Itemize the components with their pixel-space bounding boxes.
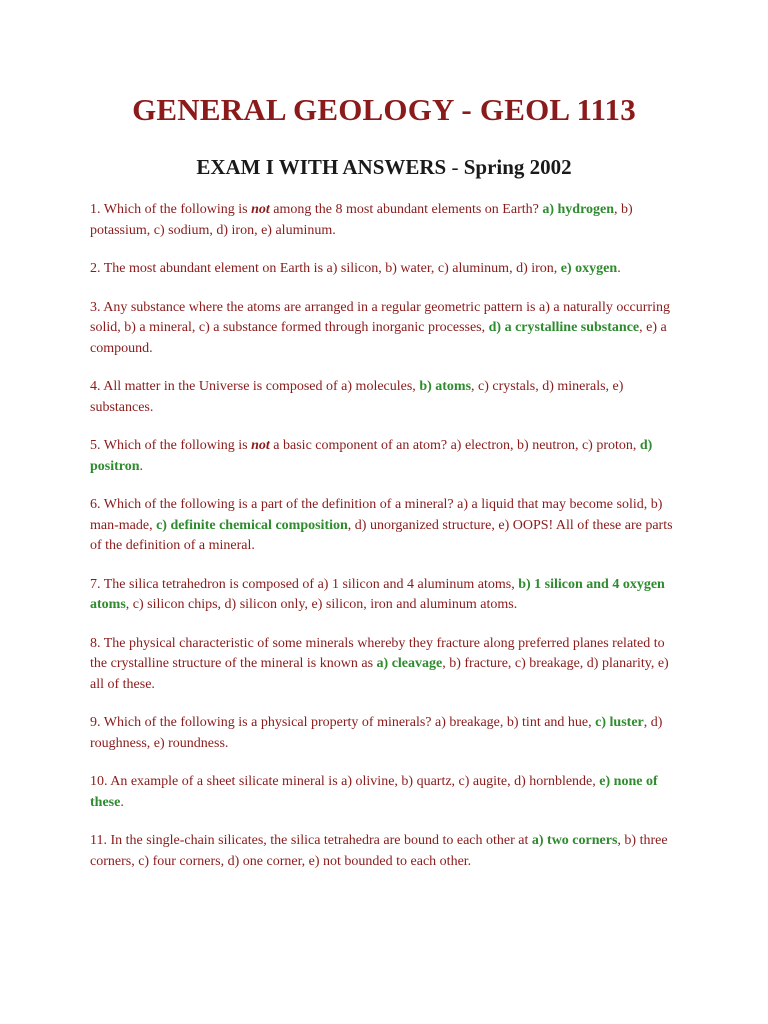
emphasis-not: not bbox=[251, 438, 270, 453]
emphasis-not: not bbox=[251, 202, 270, 217]
question-item bbox=[90, 200, 680, 241]
question-text: , b) fracture, c) breakage, d) planarity, e) all of these. bbox=[90, 656, 669, 692]
correct-answer: a) two corners bbox=[531, 833, 618, 848]
question-text: 5. Which of the following is bbox=[90, 438, 252, 453]
question-text: , c) silicon chips, d) silicon only, e) silicon, iron and aluminum atoms. bbox=[125, 597, 518, 612]
correct-answer: e) none of these bbox=[90, 774, 658, 810]
question-text: 10. An example of a sheet silicate mineral is a) olivine, b) quartz, c) augite, d) hornblende, bbox=[90, 774, 600, 789]
correct-answer: c) luster bbox=[595, 715, 644, 730]
question-item bbox=[90, 495, 680, 557]
correct-answer: e) oxygen bbox=[560, 261, 618, 276]
question-text: 7. The silica tetrahedron is composed of a) 1 silicon and 4 aluminum atoms, bbox=[90, 576, 519, 592]
question-text: 3. Any substance where the atoms are arranged in a regular geometric pattern is a) a naturally occurring solid, b) a mineral, c) a substance formed through inorganic processes, bbox=[90, 299, 670, 335]
question-text: 11. In the single-chain silicates, the silica tetrahedra are bound to each other at bbox=[90, 833, 532, 848]
subtitle-term: Spring 2002 bbox=[463, 155, 572, 179]
correct-answer: c) definite chemical composition bbox=[156, 517, 348, 533]
question-list bbox=[90, 200, 680, 890]
question-text: . bbox=[120, 794, 124, 810]
question-text: 8. The physical characteristic of some minerals whereby they fracture along preferred planes related to the crystalline structure of the mineral is known as bbox=[90, 635, 665, 671]
question-text: a basic component of an atom? a) electron, b) neutron, c) proton, bbox=[269, 438, 640, 453]
subtitle-separator: - bbox=[446, 155, 464, 179]
question-text: 4. All matter in the Universe is composed of a) molecules, bbox=[90, 379, 420, 394]
question-text: 2. The most abundant element on Earth is a) silicon, b) water, c) aluminum, d) iron, bbox=[90, 261, 561, 276]
question-item bbox=[90, 377, 680, 418]
correct-answer: a) hydrogen bbox=[542, 202, 615, 217]
question-text: among the 8 most abundant elements on Earth? bbox=[269, 202, 543, 217]
question-text: , b) potassium, c) sodium, d) iron, e) aluminum. bbox=[90, 202, 633, 238]
question-text: 6. Which of the following is a part of the definition of a mineral? a) a liquid that may become solid, b) man-made, bbox=[90, 497, 663, 533]
question-text: . bbox=[617, 261, 621, 276]
correct-answer: b) atoms bbox=[419, 379, 472, 394]
exam-subtitle bbox=[0, 155, 768, 180]
question-text: 1. Which of the following is bbox=[90, 202, 252, 217]
question-item bbox=[90, 575, 680, 616]
correct-answer: d) a crystalline substance bbox=[488, 320, 640, 335]
question-text: , c) crystals, d) minerals, e) substances. bbox=[90, 379, 624, 415]
question-text: , d) unorganized structure, e) OOPS! All of these are parts of the definition of a mineral. bbox=[90, 517, 673, 553]
question-text: , b) three corners, c) four corners, d) one corner, e) not bounded to each other. bbox=[90, 833, 668, 869]
question-item bbox=[90, 831, 680, 872]
subtitle-main: EXAM I WITH ANSWERS bbox=[196, 155, 447, 179]
page-title: GENERAL GEOLOGY - GEOL 1113 bbox=[132, 92, 636, 127]
correct-answer: a) cleavage bbox=[376, 656, 443, 671]
question-item bbox=[90, 436, 680, 477]
question-text: 9. Which of the following is a physical property of minerals? a) breakage, b) tint and hue, bbox=[90, 715, 596, 730]
correct-answer: d) positron bbox=[90, 438, 653, 474]
question-item bbox=[90, 713, 680, 754]
question-item bbox=[90, 634, 680, 696]
question-text: , d) roughness, e) roundness. bbox=[90, 715, 663, 751]
question-text: , e) a compound. bbox=[90, 320, 667, 356]
question-item bbox=[90, 259, 680, 280]
question-item bbox=[90, 298, 680, 360]
question-item bbox=[90, 772, 680, 813]
correct-answer: b) 1 silicon and 4 oxygen atoms bbox=[90, 576, 665, 612]
question-text: . bbox=[139, 458, 144, 474]
